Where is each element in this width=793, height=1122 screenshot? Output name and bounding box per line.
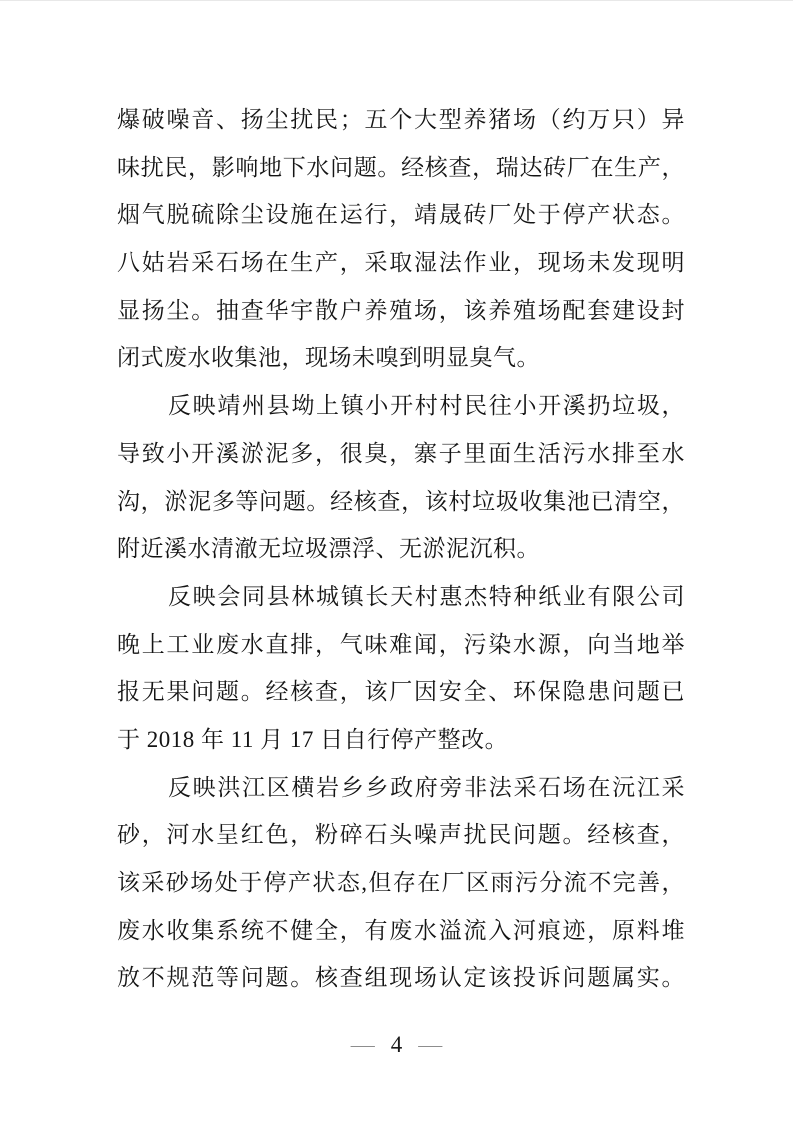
text-line: 放不规范等问题。核查组现场认定该投诉问题属实。 xyxy=(117,965,685,991)
text-line: 废水收集系统不健全，有废水溢流入河痕迹，原料堆 xyxy=(117,917,685,943)
text-line: 闭式废水收集池，现场未嗅到明显臭气。 xyxy=(117,345,540,371)
text-line: 反映会同县林城镇长天村惠杰特种纸业有限公司 xyxy=(168,583,685,609)
text-line: 反映靖州县坳上镇小开村村民往小开溪扔垃圾， xyxy=(168,393,685,419)
footer-dash-left: — xyxy=(350,1033,375,1057)
text-line: 砂，河水呈红色，粉碎石头噪声扰民问题。经核查， xyxy=(117,822,685,848)
text-line: 反映洪江区横岩乡乡政府旁非法采石场在沅江采 xyxy=(168,774,685,800)
text-line: 附近溪水清澈无垃圾漂浮、无淤泥沉积。 xyxy=(117,536,540,562)
text-line: 报无果问题。经核查，该厂因安全、环保隐患问题已 xyxy=(117,679,685,705)
document-body-text xyxy=(117,96,685,1002)
page-number: 4 xyxy=(390,1032,403,1057)
text-line: 味扰民，影响地下水问题。经核查，瑞达砖厂在生产， xyxy=(117,154,685,180)
text-line: 显扬尘。抽查华宇散户养殖场，该养殖场配套建设封 xyxy=(117,297,685,323)
text-line: 爆破噪音、扬尘扰民；五个大型养猪场（约万只）异 xyxy=(117,107,685,132)
text-line: 烟气脱硫除尘设施在运行，靖晟砖厂处于停产状态。 xyxy=(117,202,685,228)
text-line: 于 2018 年 11 月 17 日自行停产整改。 xyxy=(117,726,509,752)
text-line: 晚上工业废水直排，气味难闻，污染水源，向当地举 xyxy=(117,631,685,657)
footer-dash-right: — xyxy=(418,1033,443,1057)
text-line: 沟，淤泥多等问题。经核查，该村垃圾收集池已清空， xyxy=(117,488,685,514)
text-line: 八姑岩采石场在生产，采取湿法作业，现场未发现明 xyxy=(117,250,685,276)
text-line: 导致小开溪淤泥多，很臭，寨子里面生活污水排至水 xyxy=(117,440,685,466)
text-line: 该采砂场处于停产状态,但存在厂区雨污分流不完善， xyxy=(117,870,685,895)
page-number-footer xyxy=(0,1025,793,1065)
